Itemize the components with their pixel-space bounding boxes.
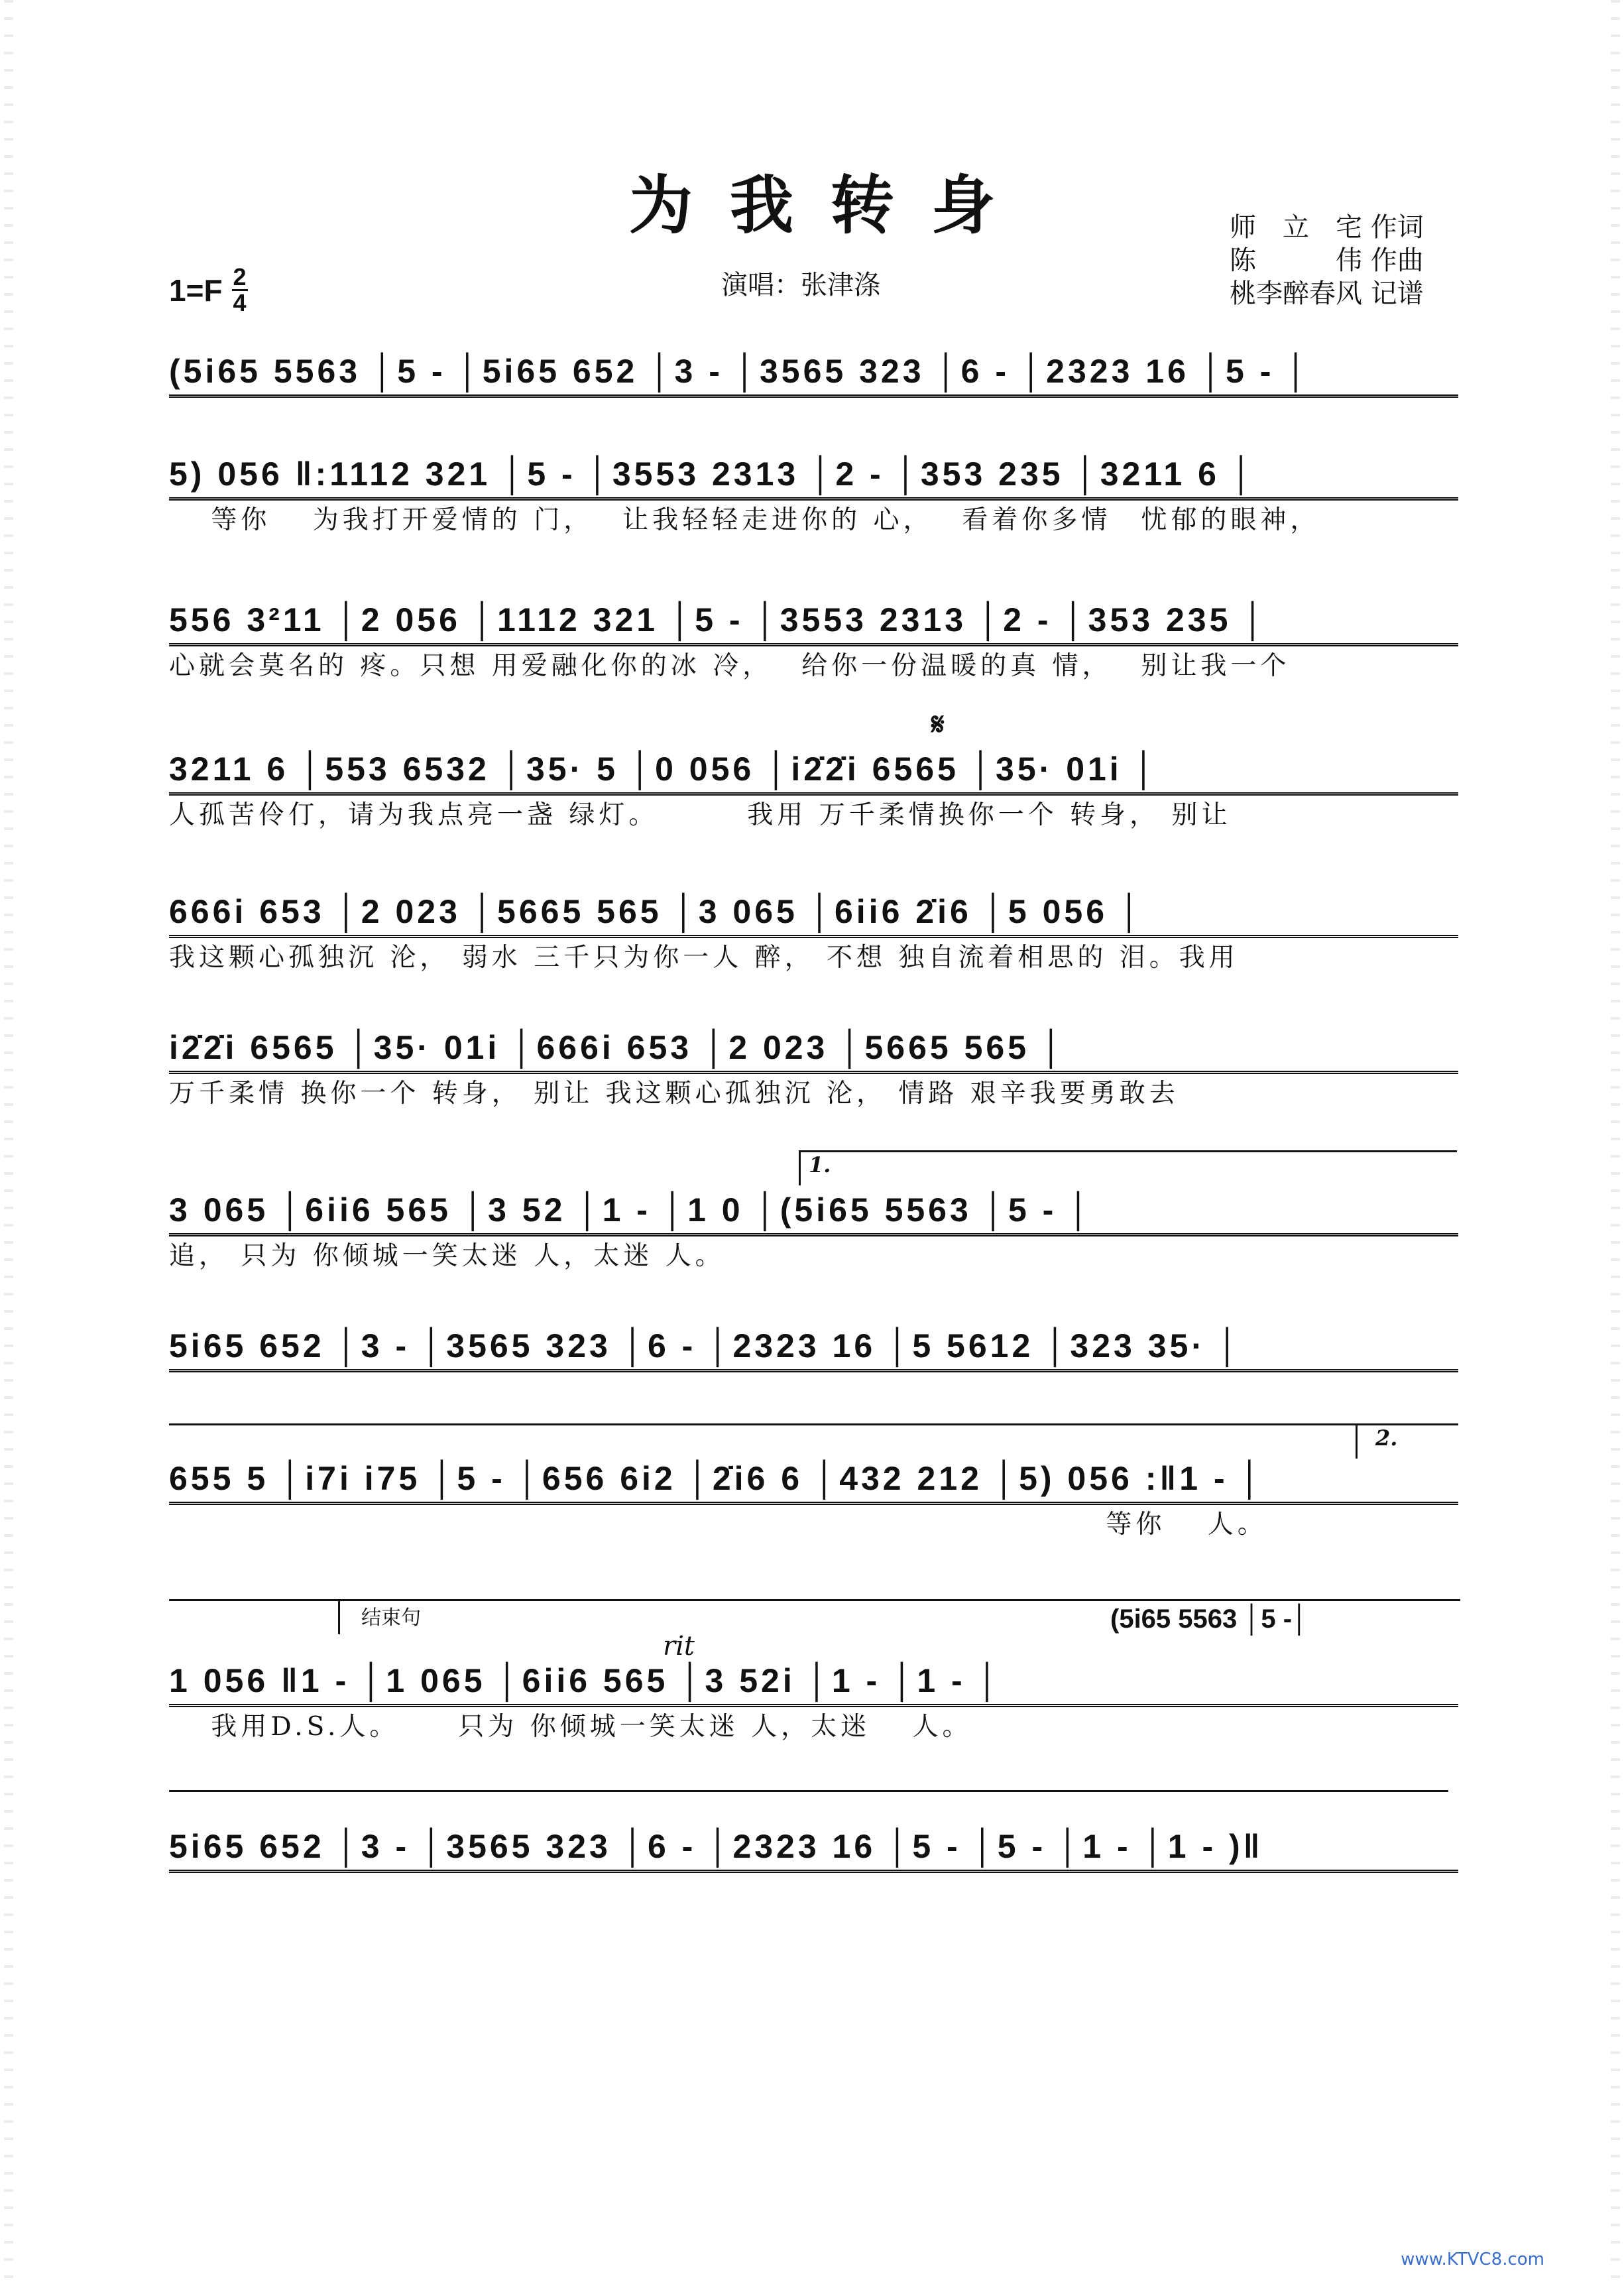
notation-line: 1 056 ‖1 - │1 065 │6ii6 565 │3 52i │1 - │1 - │ — [169, 1657, 1458, 1707]
credits — [1230, 211, 1468, 310]
key-label: 1=F — [169, 272, 223, 308]
volta-2-label: 2. — [1375, 1425, 1398, 1451]
notation-line: (5i65 5563 │5 - │5i65 652 │3 - │3565 323 │6 - │2323 16 │5 - │ — [169, 348, 1458, 398]
system-rule — [169, 1423, 1458, 1425]
song-title: 为我转身 — [629, 168, 1032, 243]
lyrics-line: 我这颗心孤独沉 沦， 弱水 三千只为你一人 醉， 不想 独自流着相思的 泪。我用 — [169, 943, 1239, 973]
lyrics-line: 万千柔情 换你一个 转身， 别让 我这颗心孤独沉 沦， 情路 艰辛我要勇敢去 — [169, 1079, 1179, 1109]
key-signature — [169, 265, 248, 315]
lyrics-line: 等你 为我打开爱情的 门， 让我轻轻走进你的 心， 看着你多情 忧郁的眼神， — [169, 505, 1320, 535]
singer-credit: 演唱：张津涤 — [721, 270, 880, 300]
rit-marking: rit — [663, 1631, 695, 1661]
segno-mark: 𝄋 — [931, 707, 945, 741]
site-watermark: www.KTVC8.com — [1401, 2250, 1544, 2269]
lyrics-line: 心就会莫名的 疼。只想 用爱融化你的冰 冷， 给你一份温暖的真 情， 别让我一个 — [169, 651, 1291, 681]
lyrics-line: 我用D.S.人。 只为 你倾城一笑太迷 人，太迷 人。 — [169, 1712, 972, 1742]
notation-line: 666i 653 │2 023 │5665 565 │3 065 │6ii6 2̇i6 │5 056 │ — [169, 888, 1458, 938]
notation-line: 655 5 │i7i i75 │5 - │656 6i2 │2̇i6 6 │432 212 │5) 056 :‖1 - │ — [169, 1455, 1458, 1505]
lyrics-line: 追， 只为 你倾城一笑太迷 人，太迷 人。 — [169, 1241, 725, 1271]
notation-line: 3211 6 │553 6532 │35· 5 │0 056 │i2̇2̇i 6565 │35· 01i │ — [169, 746, 1458, 796]
lyrics-line: 等你 人。 — [169, 1510, 1267, 1539]
volta-2-bracket — [1356, 1423, 1457, 1459]
time-signature — [232, 265, 248, 315]
notation-line: i2̇2̇i 6565 │35· 01i │666i 653 │2 023 │5665 565 │ — [169, 1024, 1458, 1074]
lyrics-line: 人孤苦伶仃，请为我点亮一盏 绿灯。 我用 万千柔情换你一个 转身， 别让 — [169, 800, 1232, 830]
notation-line: 5) 056 ‖:1112 321 │5 - │3553 2313 │2 - │353 235 │3211 6 │ — [169, 451, 1458, 501]
notation-line: 5i65 652 │3 - │3565 323 │6 - │2323 16 │5 - │5 - │1 - │1 - )‖ — [169, 1823, 1458, 1873]
transcriber-credit: 桃李醉春风 记谱 — [1230, 278, 1424, 309]
coda-intro: (5i65 5563 │5 -│ — [1110, 1604, 1309, 1634]
time-top: 2 — [233, 263, 247, 290]
notation-line: 556 3²11 │2 056 │1112 321 │5 - │3553 2313 │2 - │353 235 │ — [169, 597, 1458, 646]
volta-1-bracket — [799, 1150, 1457, 1185]
notation-line: 5i65 652 │3 - │3565 323 │6 - │2323 16 │5 5612 │323 35· │ — [169, 1323, 1458, 1372]
system-rule — [169, 1790, 1448, 1792]
page-edge-left — [4, 0, 13, 2284]
notation-line: 3 065 │6ii6 565 │3 52 │1 - │1 0 │(5i65 5563 │5 - │ — [169, 1187, 1458, 1236]
composer-credit: 陈 伟 作曲 — [1230, 245, 1424, 276]
page-edge-right — [1611, 0, 1620, 2284]
volta-1-label: 1. — [809, 1152, 831, 1177]
time-bottom: 4 — [233, 289, 247, 316]
lyricist-credit: 师 立 宅 作词 — [1230, 212, 1424, 243]
ending-label: 结束句 — [361, 1607, 421, 1629]
